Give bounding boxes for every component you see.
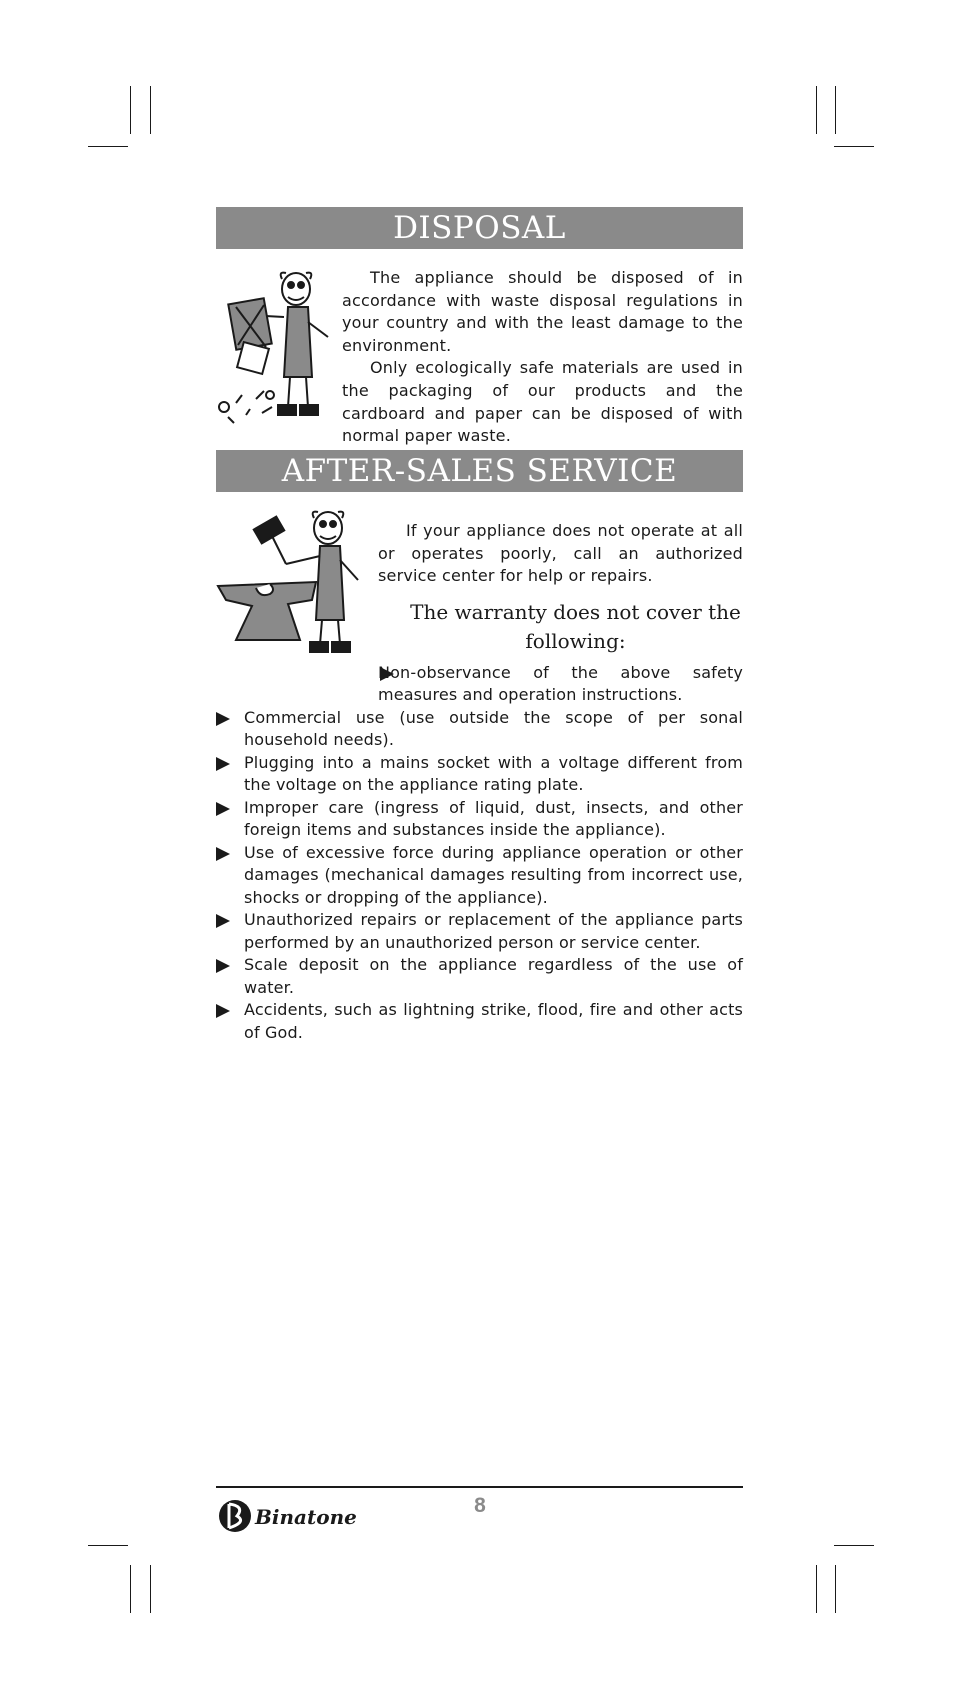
- list-item: Unauthorized repairs or replacement of the appliance parts performed by an unauthorized person or service center.: [216, 909, 743, 954]
- crop-mark: [834, 146, 874, 147]
- arrow-bullet-icon: [216, 802, 230, 816]
- after-sales-section: [216, 500, 743, 1044]
- crop-mark: [835, 1565, 836, 1613]
- warranty-heading: The warranty does not cover the following:: [410, 599, 741, 653]
- footer-divider: [216, 1486, 743, 1488]
- crop-mark: [816, 86, 817, 134]
- disposal-paragraph-2: Only ecologically safe materials are used in the packaging of our products and the cardboard and paper can be disposed of with normal paper waste.: [342, 358, 743, 446]
- anvil-cartoon-illustration: [216, 508, 366, 658]
- arrow-bullet-icon: [216, 712, 230, 726]
- crop-mark: [88, 146, 128, 147]
- arrow-bullet-icon: [216, 959, 230, 973]
- disposal-text: [342, 267, 743, 448]
- arrow-bullet-icon: [216, 1004, 230, 1018]
- svg-text:Binatone: Binatone: [255, 1505, 357, 1529]
- page-content: [216, 207, 743, 1044]
- list-item: Improper care (ingress of liquid, dust, insects, and other foreign items and substances inside the appliance).: [216, 797, 743, 842]
- list-item: Commercial use (use outside the scope of per sonal household needs).: [216, 707, 743, 752]
- disposal-cartoon-illustration: [216, 267, 334, 427]
- crop-mark: [834, 1545, 874, 1546]
- crop-mark: [130, 1565, 131, 1613]
- warranty-exclusion-list: [216, 662, 743, 1045]
- arrow-bullet-icon: [216, 847, 230, 861]
- crop-mark: [88, 1545, 128, 1546]
- crop-mark: [150, 1565, 151, 1613]
- arrow-bullet-icon: [216, 914, 230, 928]
- list-item-text: Non-observance of the above safety measures and operation instructions.: [378, 662, 743, 705]
- arrow-bullet-icon: [216, 757, 230, 771]
- list-item: Scale deposit on the appliance regardless of the use of water.: [216, 954, 743, 999]
- crop-mark: [130, 86, 131, 134]
- list-item: Accidents, such as lightning strike, flood, fire and other acts of God.: [216, 999, 743, 1044]
- after-sales-intro: If your appliance does not operate at all or operates poorly, call an authorized service center for help or repairs.: [378, 521, 743, 586]
- arrow-bullet-icon: [380, 667, 394, 681]
- list-item: Use of excessive force during appliance operation or other damages (mechanical damages resulting from incorrect use, shocks or dropping of the appliance).: [216, 842, 743, 910]
- disposal-banner: DISPOSAL: [216, 207, 743, 249]
- disposal-paragraph-1: The appliance should be disposed of in accordance with waste disposal regulations in your country and with the least damage to the environment.: [342, 268, 743, 355]
- after-sales-banner: AFTER-SALES SERVICE: [216, 450, 743, 492]
- crop-mark: [150, 86, 151, 134]
- list-item: [244, 662, 743, 707]
- binatone-logo: [217, 1496, 357, 1536]
- crop-mark: [835, 86, 836, 134]
- list-item: Plugging into a mains socket with a voltage different from the voltage on the appliance rating plate.: [216, 752, 743, 797]
- disposal-section: [216, 267, 743, 450]
- crop-mark: [816, 1565, 817, 1613]
- page-number: 8: [474, 1494, 486, 1517]
